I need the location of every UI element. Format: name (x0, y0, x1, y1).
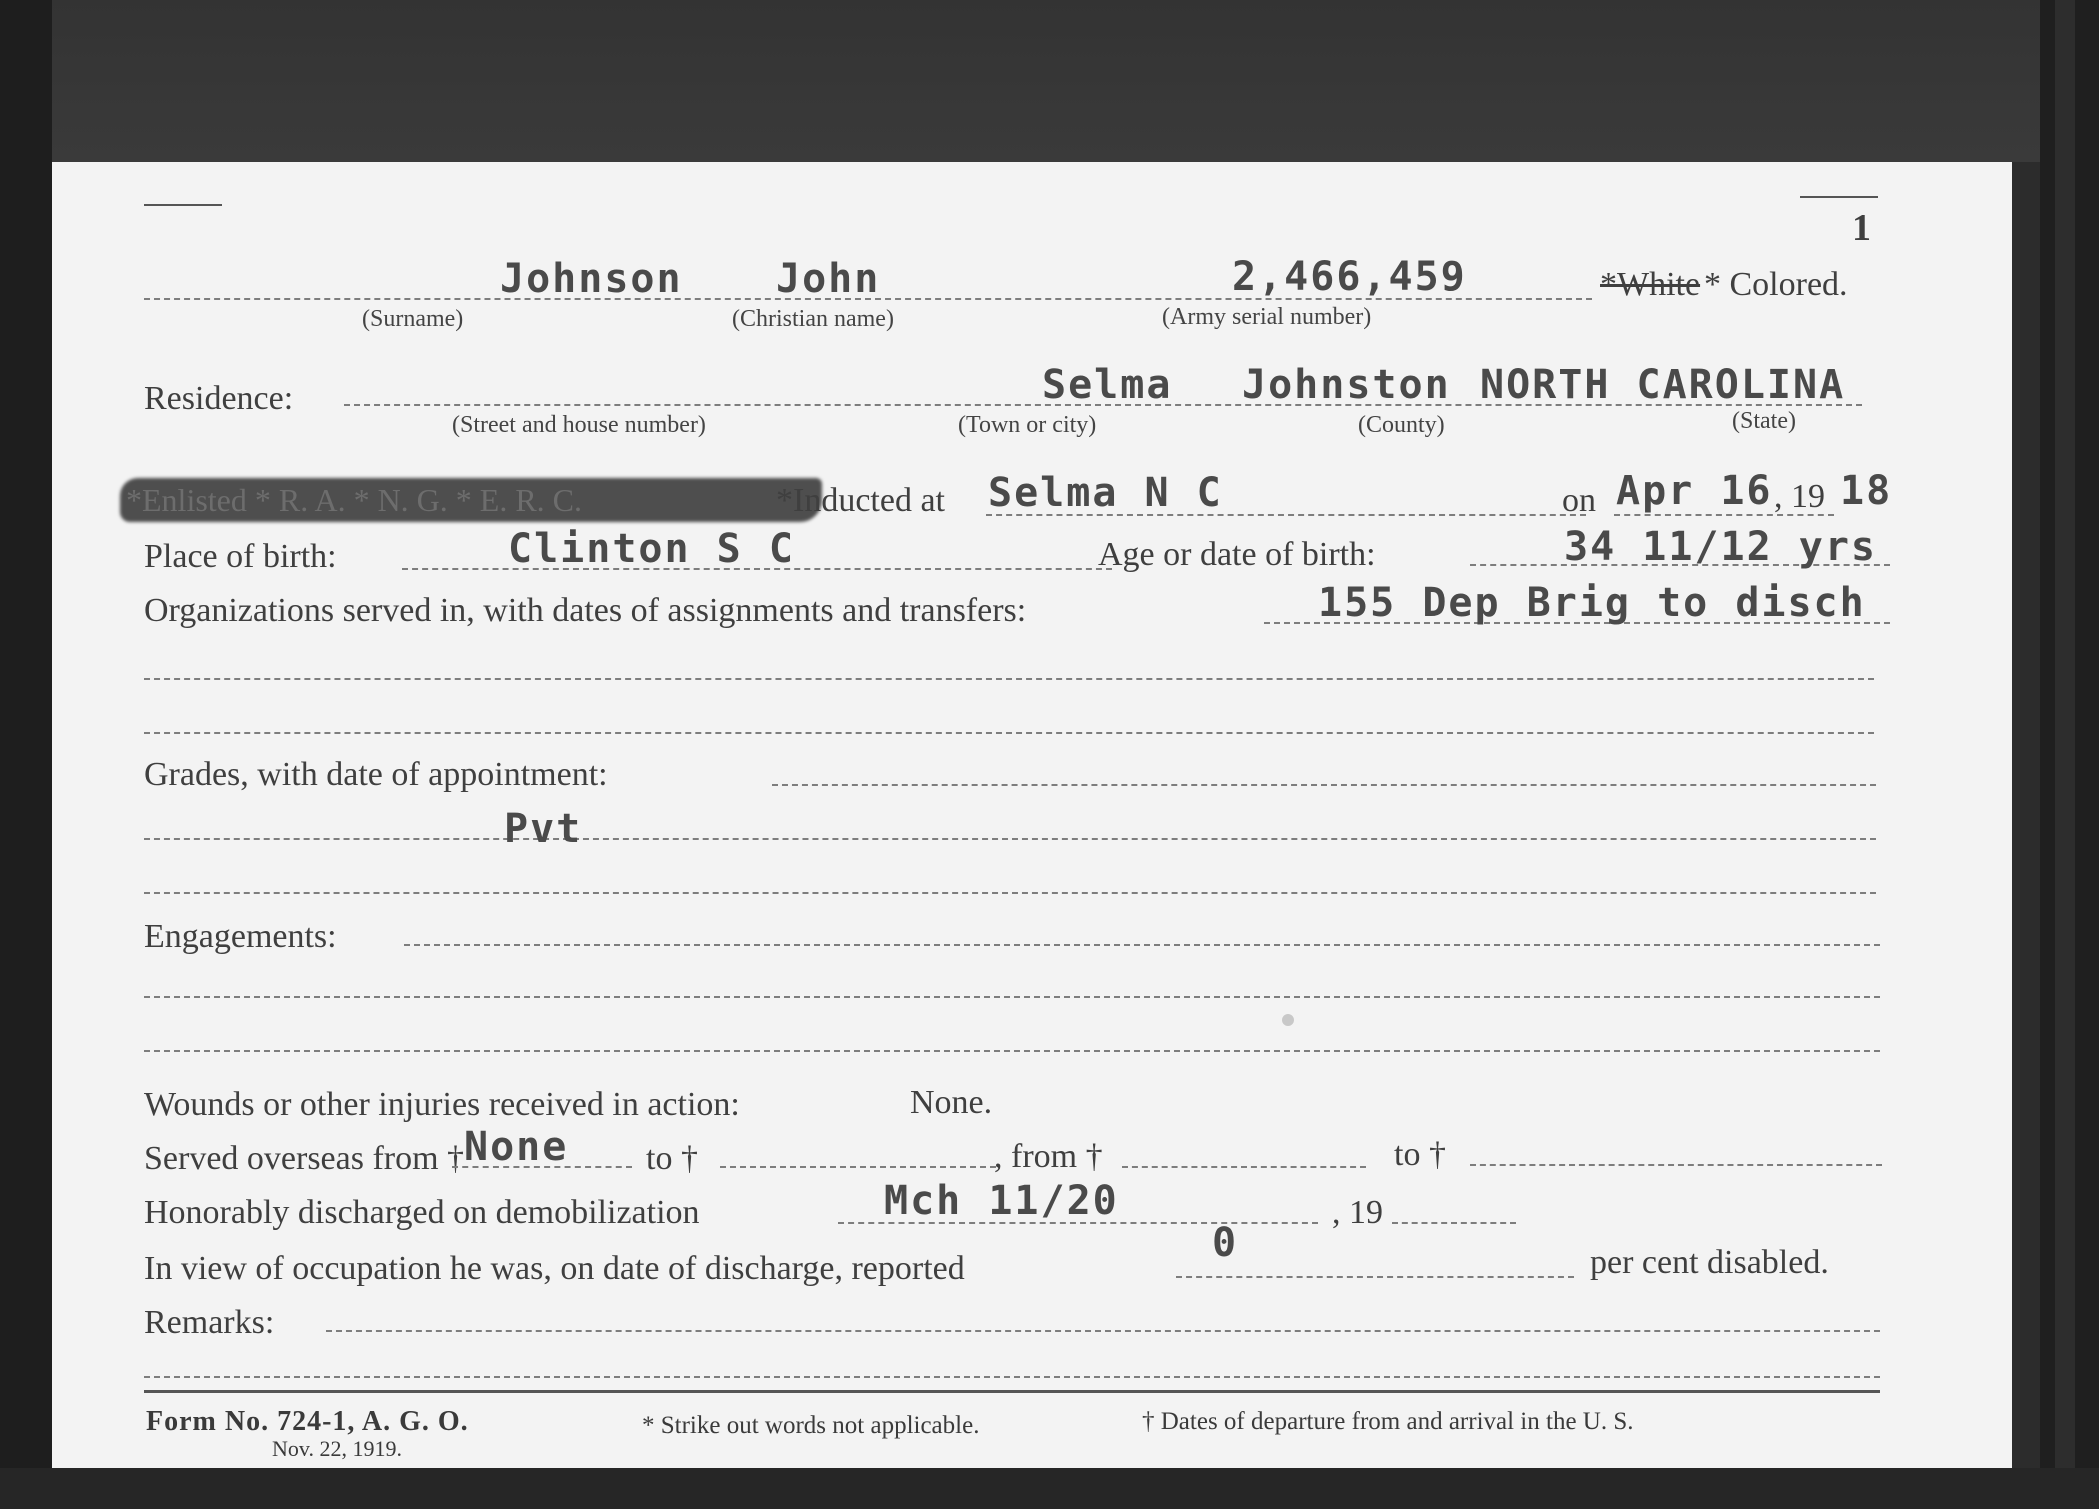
engagements-line (404, 944, 1880, 946)
race-colored-label: * Colored. (1704, 266, 1848, 303)
scan-background-top (0, 0, 2099, 162)
enlisted-label: *Enlisted * R. A. * N. G. * E. R. C. (126, 482, 583, 518)
top-left-rule (144, 204, 222, 206)
overseas-to-line (720, 1166, 996, 1168)
grades-label: Grades, with date of appointment: (144, 756, 608, 793)
inducted-date-value: Apr 16 (1616, 468, 1773, 514)
form-number: Form No. 724-1, A. G. O. (146, 1406, 469, 1437)
grades-line-2 (144, 838, 1876, 840)
organizations-line-2 (144, 678, 1874, 680)
scan-background-right-inner (2055, 0, 2075, 1509)
discharge-year-label: , 19 (1332, 1194, 1383, 1231)
town-value: Selma (1042, 362, 1173, 408)
overseas-to2-label: to † (1394, 1136, 1446, 1173)
service-record-card (52, 162, 2012, 1468)
remarks-line-2 (144, 1376, 1880, 1378)
form-date: Nov. 22, 1919. (272, 1436, 402, 1461)
engagements-line-2 (144, 996, 1880, 998)
disability-value: 0 (1212, 1220, 1239, 1266)
paper-spot (1282, 1014, 1294, 1026)
christian-name-value: John (776, 256, 881, 302)
organization-value: 155 Dep Brig to disch (1318, 580, 1866, 626)
organizations-label: Organizations served in, with dates of assignments and transfers: (144, 592, 1027, 629)
footer-rule (144, 1390, 1880, 1393)
caption-street: (Street and house number) (452, 412, 706, 438)
remarks-line (326, 1330, 1880, 1332)
discharge-year-line (1392, 1222, 1516, 1224)
overseas-label: Served overseas from † (144, 1140, 465, 1177)
caption-christian-name: (Christian name) (732, 306, 894, 332)
wounds-label: Wounds or other injuries received in action: (144, 1086, 740, 1123)
overseas-to2-line (1470, 1164, 1882, 1166)
caption-surname: (Surname) (362, 306, 464, 332)
disability-label: In view of occupation he was, on date of discharge, reported (144, 1250, 965, 1287)
birthplace-value: Clinton S C (508, 526, 795, 572)
discharge-date-value: Mch 11/20 (884, 1178, 1119, 1224)
county-value: Johnston (1242, 362, 1451, 408)
footnote-strike: * Strike out words not applicable. (642, 1412, 980, 1439)
birthplace-label: Place of birth: (144, 538, 337, 575)
card-number: 1 (1852, 207, 1871, 249)
top-right-rule (1800, 196, 1878, 198)
on-label: on (1562, 482, 1596, 519)
disability-suffix: per cent disabled. (1590, 1244, 1829, 1281)
inducted-label: *Inducted at (776, 482, 945, 519)
overseas-to-label: to † (646, 1140, 698, 1177)
residence-label: Residence: (144, 380, 294, 417)
scan-background-bottom (0, 1468, 2099, 1509)
caption-serial-number: (Army serial number) (1162, 304, 1372, 330)
disability-line (1176, 1276, 1574, 1278)
engagements-label: Engagements: (144, 918, 337, 955)
remarks-label: Remarks: (144, 1304, 275, 1341)
engagements-line-3 (144, 1050, 1880, 1052)
race-white-label: *White (1600, 266, 1701, 303)
age-value: 34 11/12 yrs (1564, 524, 1877, 570)
organizations-line-3 (144, 732, 1874, 734)
serial-number-value: 2,466,459 (1232, 254, 1467, 300)
caption-county: (County) (1358, 412, 1445, 438)
inducted-year-prefix: , 19 (1774, 478, 1825, 515)
surname-value: Johnson (500, 256, 683, 302)
age-label: Age or date of birth: (1098, 536, 1376, 573)
inducted-year-value: 18 (1840, 468, 1893, 514)
overseas-from-value: None (464, 1124, 569, 1170)
grade-value: Pvt (504, 806, 583, 852)
wounds-value: None. (910, 1084, 993, 1121)
scan-background-left (0, 0, 52, 1509)
grades-line (772, 784, 1876, 786)
footnote-dates: † Dates of departure from and arrival in the U. S. (1142, 1408, 1634, 1435)
grades-line-3 (144, 892, 1876, 894)
inducted-place-value: Selma N C (988, 470, 1223, 516)
overseas-from2-label: , from † (994, 1138, 1103, 1175)
caption-state: (State) (1732, 408, 1796, 434)
overseas-from2-line (1122, 1166, 1366, 1168)
caption-town: (Town or city) (958, 412, 1097, 438)
discharge-label: Honorably discharged on demobilization (144, 1194, 700, 1231)
state-value: NORTH CAROLINA (1480, 362, 1846, 408)
